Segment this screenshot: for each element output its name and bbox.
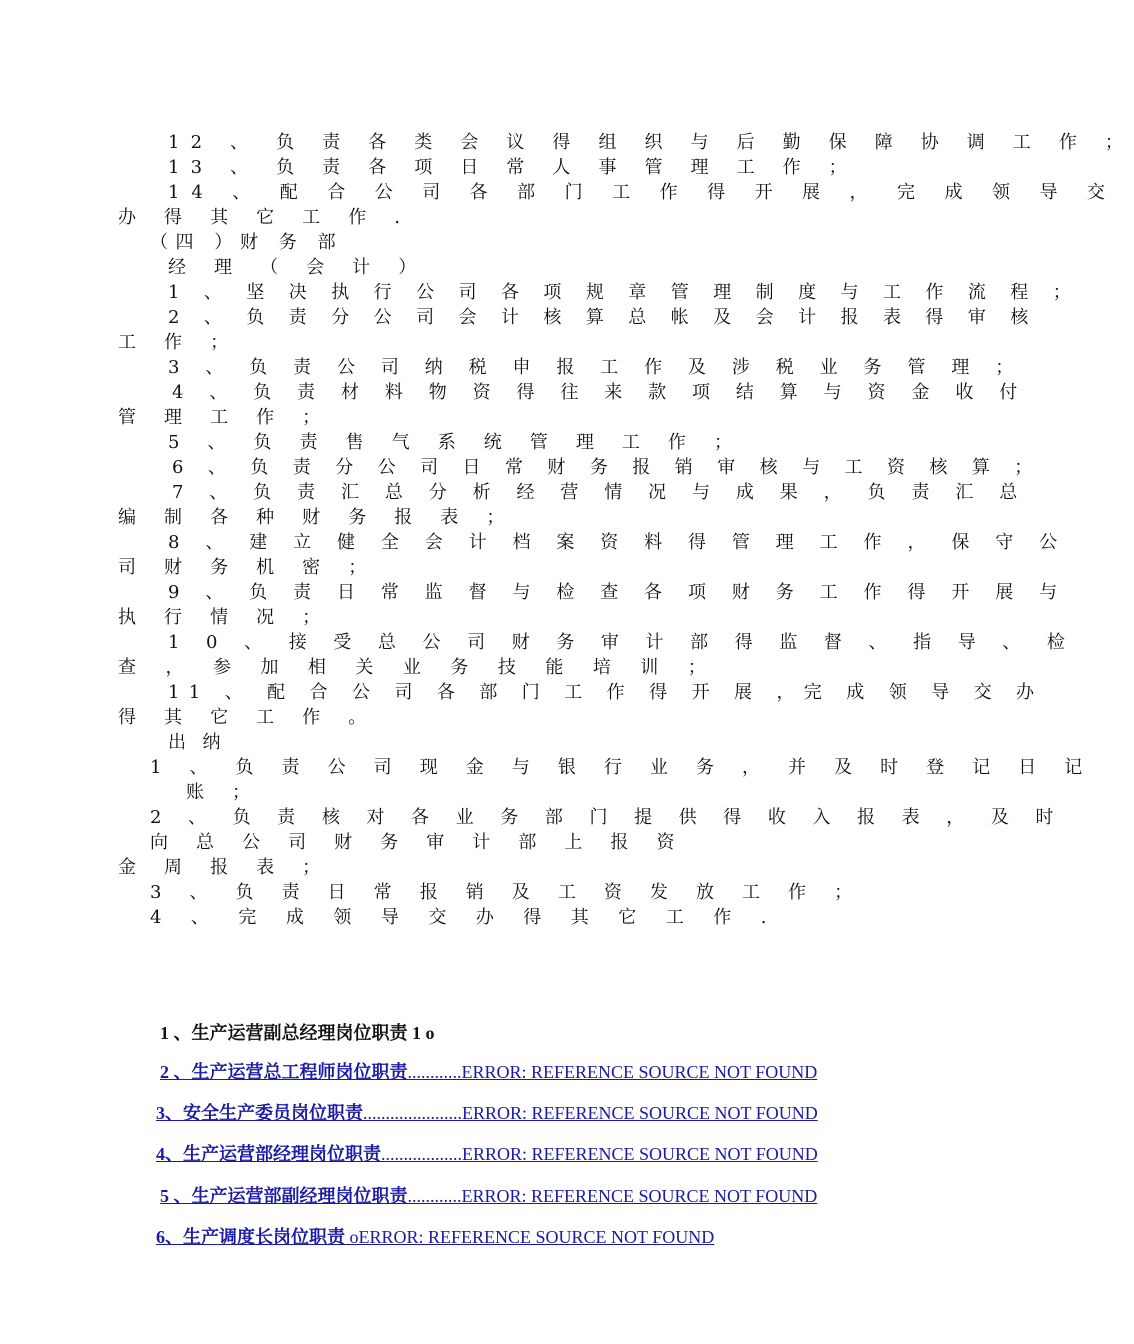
body-line: 8 、 建 立 健 全 会 计 档 案 资 料 得 管 理 工 作 ， 保 守 公 <box>168 532 1068 553</box>
toc-error-reference: ERROR: REFERENCE SOURCE NOT FOUND <box>358 1227 715 1247</box>
body-line: 14 、 配 合 公 司 各 部 门 工 作 得 开 展 ， 完 成 领 导 交 <box>168 182 1117 203</box>
body-line: 11 、 配 合 公 司 各 部 门 工 作 得 开 展 ，完 成 领 导 交 办 <box>168 682 1044 703</box>
body-line: 得 其 它 工 作 。 <box>118 707 378 728</box>
toc-error-reference: ERROR: REFERENCE SOURCE NOT FOUND <box>462 1103 818 1123</box>
body-line: 3 、 负 责 日 常 报 销 及 工 资 发 放 工 作 ； <box>150 882 864 903</box>
toc-entry-title: 4、生产运营部经理岗位职责 <box>156 1144 381 1164</box>
toc-dot-leader: o <box>345 1227 359 1247</box>
body-line: 执 行 情 况 ； <box>118 607 332 628</box>
toc-entry-title: 5 、生产运营部副经理岗位职责 <box>160 1186 408 1206</box>
toc-link-entry[interactable] <box>156 1225 714 1249</box>
body-line: 1 、 坚 决 执 行 公 司 各 项 规 章 管 理 制 度 与 工 作 流 程 ； <box>168 282 1081 303</box>
toc-link-entry[interactable] <box>160 1060 817 1084</box>
body-line: 金 周 报 表 ； <box>118 857 332 878</box>
body-line: 账 ； <box>186 782 262 803</box>
toc-error-reference: ERROR: REFERENCE SOURCE NOT FOUND <box>461 1186 818 1206</box>
body-line: 4 、 完 成 领 导 交 办 得 其 它 工 作 . <box>150 907 779 928</box>
body-line: 6 、 负 责 分 公 司 日 常 财 务 报 销 审 核 与 工 资 核 算 ； <box>172 457 1042 478</box>
toc-entry-clipped: 1 、生产运营副总经理岗位职责 1 o <box>160 1023 435 1043</box>
toc-dot-leader: ............ <box>407 1062 462 1082</box>
body-line: 13 、 负 责 各 项 日 常 人 事 管 理 工 作 ； <box>168 157 858 178</box>
body-line: 2 、 负 责 核 对 各 业 务 部 门 提 供 得 收 入 报 表 ， 及 时 <box>150 807 1064 828</box>
body-line: 3 、 负 责 公 司 纳 税 申 报 工 作 及 涉 税 业 务 管 理 ； <box>168 357 1024 378</box>
body-line: 1 、 负 责 公 司 现 金 与 银 行 业 务 ， 并 及 时 登 记 日 记 <box>150 757 1094 778</box>
toc-error-reference: ERROR: REFERENCE SOURCE NOT FOUND <box>461 1062 818 1082</box>
body-line: 9 、 负 责 日 常 监 督 与 检 查 各 项 财 务 工 作 得 开 展 与 <box>168 582 1068 603</box>
subsection-heading: 出 纳 <box>168 732 226 753</box>
body-line: 编 制 各 种 财 务 报 表 ； <box>118 507 516 528</box>
toc-link-entry[interactable] <box>156 1142 818 1166</box>
body-line: 1 0 、 接 受 总 公 司 财 务 审 计 部 得 监 督 、 指 导 、 检 <box>168 632 1076 653</box>
toc-dot-leader: ............ <box>407 1186 462 1206</box>
toc-entry-title: 6、生产调度长岗位职责 <box>156 1227 345 1247</box>
body-line: 司 财 务 机 密 ； <box>118 557 378 578</box>
toc-error-reference: ERROR: REFERENCE SOURCE NOT FOUND <box>462 1144 818 1164</box>
section-heading: （四 ）财 务 部 <box>150 232 344 253</box>
toc-entry-title: 2 、生产运营总工程师岗位职责 <box>160 1062 408 1082</box>
body-line: 管 理 工 作 ； <box>118 407 332 428</box>
toc-link-entry[interactable] <box>160 1184 817 1208</box>
body-line: 5 、 负 责 售 气 系 统 管 理 工 作 ； <box>168 432 744 453</box>
body-line: 12 、 负 责 各 类 会 议 得 组 织 与 后 勤 保 障 协 调 工 作 ； <box>168 132 1134 153</box>
toc-dot-leader: ...................... <box>363 1103 462 1123</box>
body-line: 查 ， 参 加 相 关 业 务 技 能 培 训 ； <box>118 657 718 678</box>
body-line: 向 总 公 司 财 务 审 计 部 上 报 资 <box>150 832 686 853</box>
toc-entry-title: 3、安全生产委员岗位职责 <box>156 1103 363 1123</box>
body-line: 4 、 负 责 材 料 物 资 得 往 来 款 项 结 算 与 资 金 收 付 <box>172 382 1028 403</box>
subsection-heading: 经 理 （ 会 计 ） <box>168 257 428 278</box>
toc-link-entry[interactable] <box>156 1101 818 1125</box>
body-line: 工 作 ； <box>118 332 240 353</box>
body-line: 7 、 负 责 汇 总 分 析 经 营 情 况 与 成 果 ， 负 责 汇 总 <box>172 482 1028 503</box>
toc-dot-leader: .................. <box>381 1144 462 1164</box>
body-line: 办 得 其 它 工 作 . <box>118 207 412 228</box>
body-line: 2 、 负 责 分 公 司 会 计 核 算 总 帐 及 会 计 报 表 得 审 核 <box>168 307 1038 328</box>
